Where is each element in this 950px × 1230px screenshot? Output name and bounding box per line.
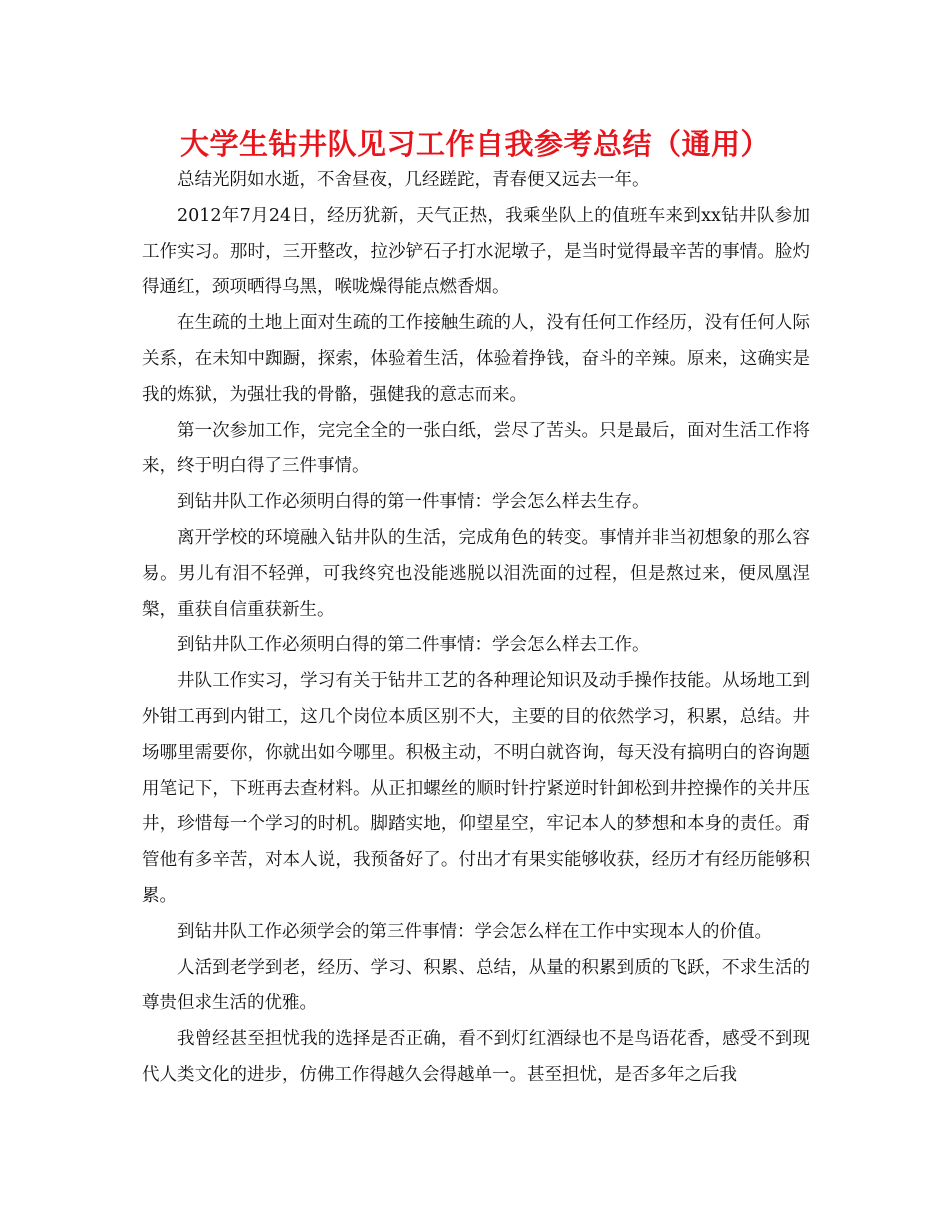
paragraph: 总结光阴如水逝，不舍昼夜，几经蹉跎，青春便又远去一年。 — [177, 170, 650, 190]
document-body — [142, 163, 810, 1094]
document-title: 大学生钻井队见习工作自我参考总结（通用） — [179, 127, 770, 161]
paragraph: 2012年7月24日，经历犹新，天气正热，我乘坐队上的值班车来到xx钻井队参加工作实习。那时，三开整改，拉沙铲石子打水泥墩子，是当时觉得最辛苦的事情。脸灼得通红，颈项晒得乌黑，喉咙燥得能点燃香烟。 — [142, 205, 810, 298]
paragraph: 人活到老学到老，经历、学习、积累、总结，从量的积累到质的飞跃，不求生活的尊贵但求生活的优雅。 — [142, 957, 810, 1014]
paragraph: 到钻井队工作必须明白得的第一件事情：学会怎么样去生存。 — [177, 492, 650, 513]
paragraph: 到钻井队工作必须学会的第三件事情：学会怎么样在工作中实现本人的价值。 — [177, 921, 772, 942]
paragraph: 离开学校的环境融入钻井队的生活，完成角色的转变。事情并非当初想象的那么容易。男儿有泪不轻弹，可我终究也没能逃脱以泪洗面的过程，但是熬过来，便凤凰涅槃，重获自信重获新生。 — [142, 527, 810, 620]
paragraph: 井队工作实习，学习有关于钻井工艺的各种理论知识及动手操作技能。从场地工到外钳工再到内钳工，这几个岗位本质区别不大，主要的目的依然学习，积累，总结。井场哪里需要你，你就出如今哪里。积极主动，不明白就咨询，每天没有搞明白的咨询题用笔记下，下班再去查材料。从正扣螺丝的顺时针拧紧逆时针卸松到井控操作的关井压井，珍惜每一个学习的时机。脚踏实地，仰望星空，牢记本人的梦想和本身的责任。甭管他有多辛苦，对本人说，我预备好了。付出才有果实能够收获，经历才有经历能够积累。 — [142, 671, 810, 906]
paragraph: 到钻井队工作必须明白得的第二件事情：学会怎么样去工作。 — [177, 635, 650, 656]
paragraph: 在生疏的土地上面对生疏的工作接触生疏的人，没有任何工作经历，没有任何人际关系，在未知中踟蹰，探索，体验着生活，体验着挣钱，奋斗的辛辣。原来，这确实是我的炼狱，为强壮我的骨骼，强健我的意志而来。 — [142, 313, 810, 405]
paragraph: 第一次参加工作，完完全全的一张白纸，尝尽了苦头。只是最后，面对生活工作将来，终于明白得了三件事情。 — [142, 420, 810, 477]
paragraph: 我曾经甚至担忧我的选择是否正确，看不到灯红酒绿也不是鸟语花香，感受不到现代人类文化的进步，仿佛工作得越久会得越单一。甚至担忧，是否多年之后我 — [142, 1029, 810, 1085]
